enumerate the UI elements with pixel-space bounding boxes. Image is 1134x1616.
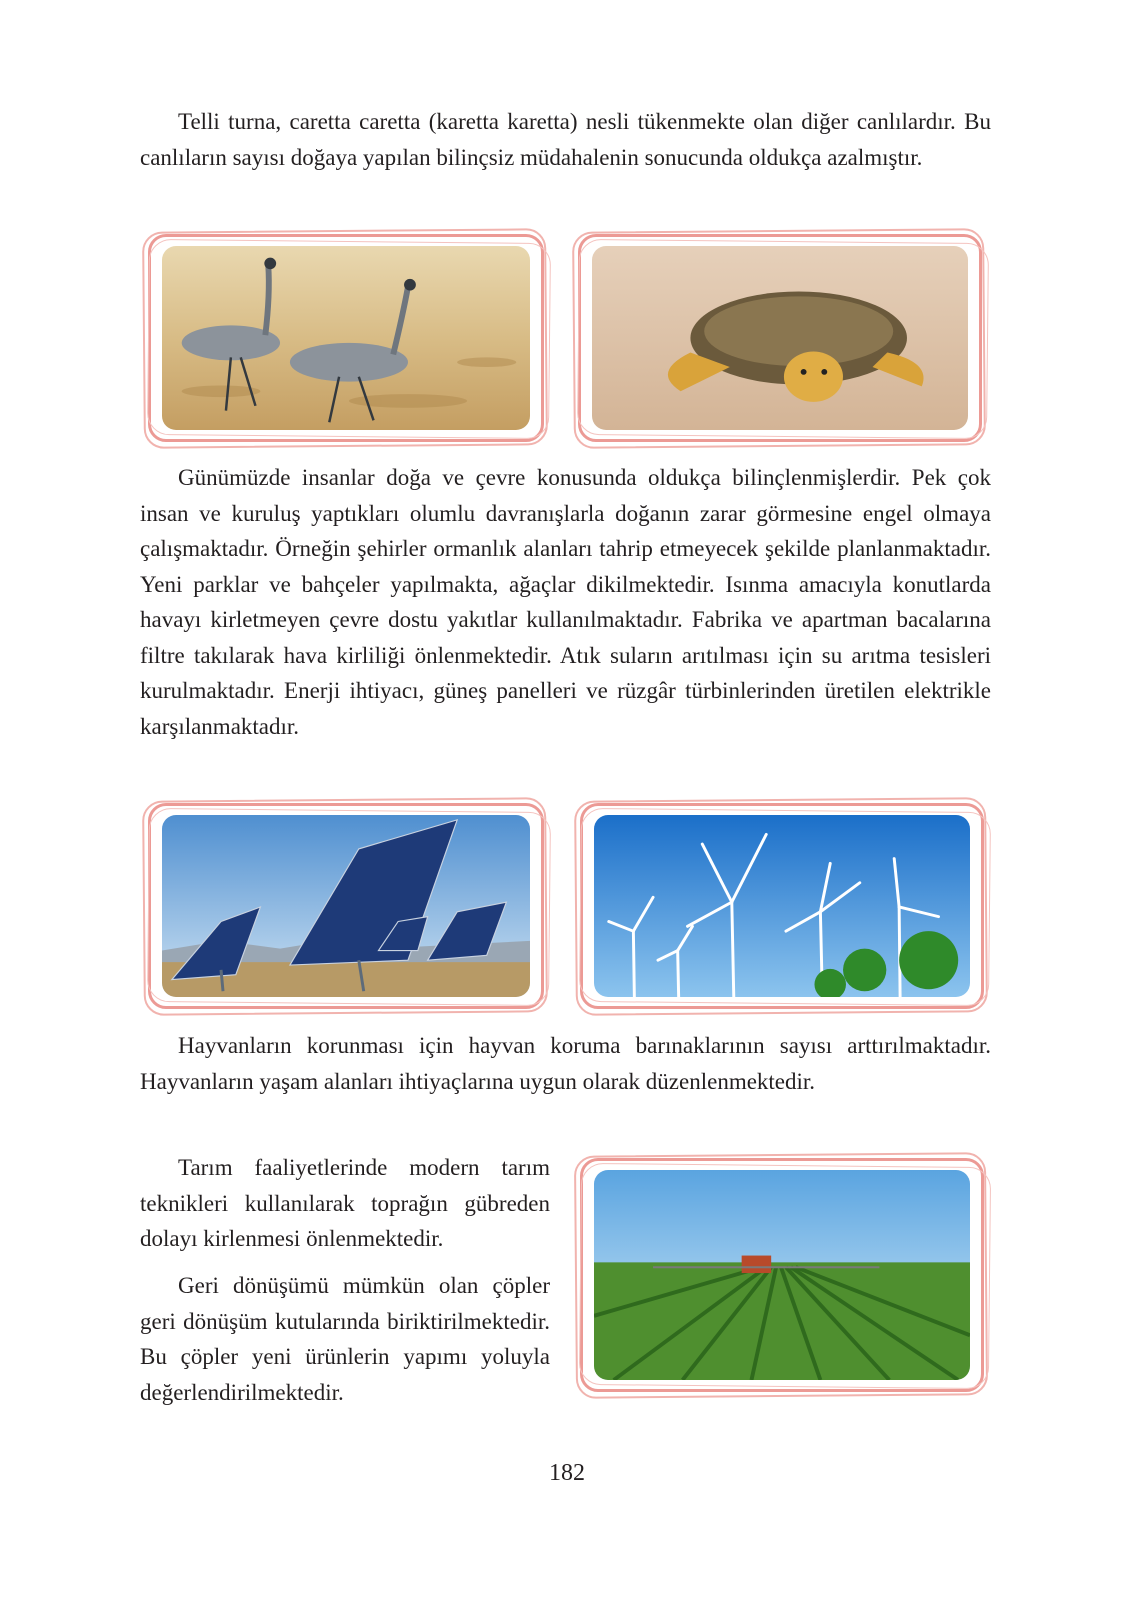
photo-frame-wind	[580, 803, 984, 1009]
cranes-photo	[162, 246, 530, 430]
photo-frame-cranes	[148, 234, 544, 442]
sea-turtle-photo	[592, 246, 968, 430]
photo-frame-farm	[580, 1158, 984, 1392]
paragraph-animal-protection: Hayvanların korunması için hayvan koruma barınaklarının sayısı arttırılmaktadır. Hayvanların yaşam alanları ihtiyaçlarına uygun olarak düzenlenmektedir.	[140, 1033, 991, 1094]
farm-field-photo	[594, 1170, 970, 1380]
paragraph-endangered-species: Telli turna, caretta caretta (karetta karetta) nesli tükenmekte olan diğer canlılardır. Bu canlıların sayısı doğaya yapılan bilinçsiz müdahalenin sonucunda oldukça azalmıştır.	[140, 109, 991, 170]
paragraph-agriculture: Tarım faaliyetlerinde modern tarım teknikleri kullanılarak toprağın gübreden dolayı kirlenmesi önlenmektedir.	[140, 1155, 550, 1251]
photo-frame-solar	[148, 803, 544, 1009]
photo-frame-turtle	[578, 234, 982, 442]
page-number: 182	[549, 1460, 585, 1486]
wind-turbines-photo	[594, 815, 970, 997]
paragraph-environmental-awareness: Günümüzde insanlar doğa ve çevre konusunda oldukça bilinçlenmişlerdir. Pek çok insan ve kuruluş yaptıkları olumlu davranışlarla doğanın zarar görmesine engel olmaya çalışmaktadır. Örneğin şehirler ormanlık alanları tahrip etmeyecek şekilde planlanmaktadır. Yeni parklar ve bahçeler yapılmakta, ağaçlar dikilmektedir. Isınma amacıyla konutlarda havayı kirletmeyen çevre dostu yakıtlar kullanılmaktadır. Fabrika ve apartman bacalarına filtre takılarak hava kirliliği önlenmektedir. Atık suların arıtılması için su arıtma tesisleri kurulmaktadır. Enerji ihtiyacı, güneş panelleri ve rüzgâr türbinlerinden üretilen elektrikle karşılanmaktadır.	[140, 465, 991, 739]
solar-panels-photo	[162, 815, 530, 997]
paragraph-recycling: Geri dönüşümü mümkün olan çöpler geri dönüşüm kutularında biriktirilmektedir. Bu çöpler yeni ürünlerin yapımı yoluyla değerlendirilmektedir.	[140, 1273, 550, 1405]
